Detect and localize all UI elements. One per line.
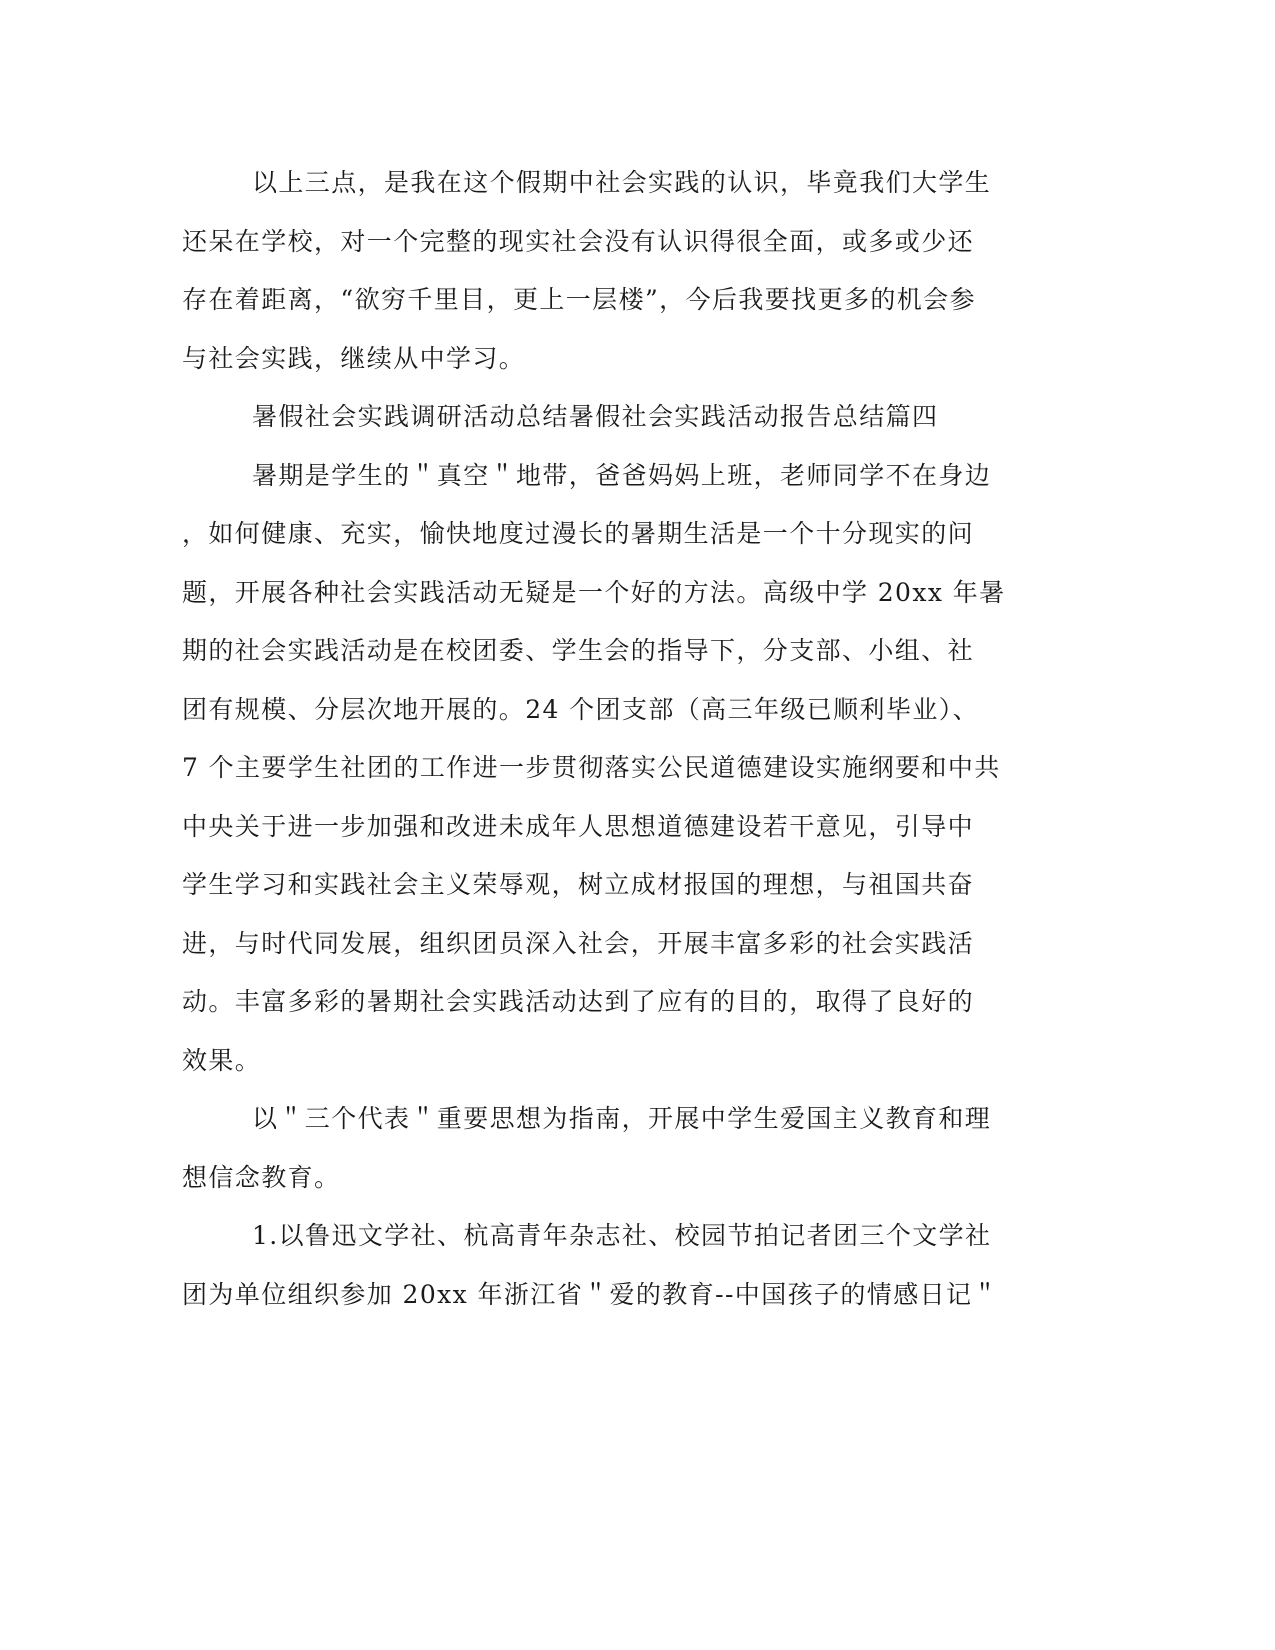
text-line: 想信念教育。 bbox=[182, 1162, 341, 1192]
text-line: 中央关于进一步加强和改进未成年人思想道德建设若干意见，引导中 bbox=[182, 811, 975, 841]
text-line: 暑期是学生的＂真空＂地带，爸爸妈妈上班，老师同学不在身边 bbox=[252, 460, 992, 490]
text-line: 团有规模、分层次地开展的。24 个团支部（高三年级已顺利毕业）、 bbox=[182, 694, 980, 724]
text-line: 还呆在学校，对一个完整的现实社会没有认识得很全面，或多或少还 bbox=[182, 226, 975, 256]
text-line: 存在着距离，“欲穷千里目，更上一层楼”，今后我要找更多的机会参 bbox=[182, 285, 976, 314]
text-line: 团为单位组织参加 20xx 年浙江省＂爱的教育--中国孩子的情感日记＂ bbox=[182, 1279, 999, 1309]
text-line: 进，与时代同发展，组织团员深入社会，开展丰富多彩的社会实践活 bbox=[182, 928, 975, 958]
text-line: 与社会实践，继续从中学习。 bbox=[182, 343, 526, 373]
text-line: 7 个主要学生社团的工作进一步贯彻落实公民道德建设实施纲要和中共 bbox=[182, 753, 1001, 782]
text-line: 效果。 bbox=[182, 1045, 262, 1075]
text-line: 学生学习和实践社会主义荣辱观，树立成材报国的理想，与祖国共奋 bbox=[182, 870, 975, 899]
document-body bbox=[182, 154, 1042, 1324]
text-line: 1.以鲁迅文学社、杭高青年杂志社、校园节拍记者团三个文学社 bbox=[252, 1221, 992, 1250]
text-line: ，如何健康、充实，愉快地度过漫长的暑期生活是一个十分现实的问 bbox=[182, 519, 975, 548]
text-line: 题，开展各种社会实践活动无疑是一个好的方法。高级中学 20xx 年暑 bbox=[182, 577, 1006, 607]
text-line: 动。丰富多彩的暑期社会实践活动达到了应有的目的，取得了良好的 bbox=[182, 987, 975, 1016]
text-line: 以上三点，是我在这个假期中社会实践的认识，毕竟我们大学生 bbox=[252, 168, 992, 197]
text-line: 期的社会实践活动是在校团委、学生会的指导下，分支部、小组、社 bbox=[182, 636, 975, 665]
section-heading: 暑假社会实践调研活动总结暑假社会实践活动报告总结篇四 bbox=[252, 402, 939, 431]
text-line: 以＂三个代表＂重要思想为指南，开展中学生爱国主义教育和理 bbox=[252, 1104, 992, 1133]
